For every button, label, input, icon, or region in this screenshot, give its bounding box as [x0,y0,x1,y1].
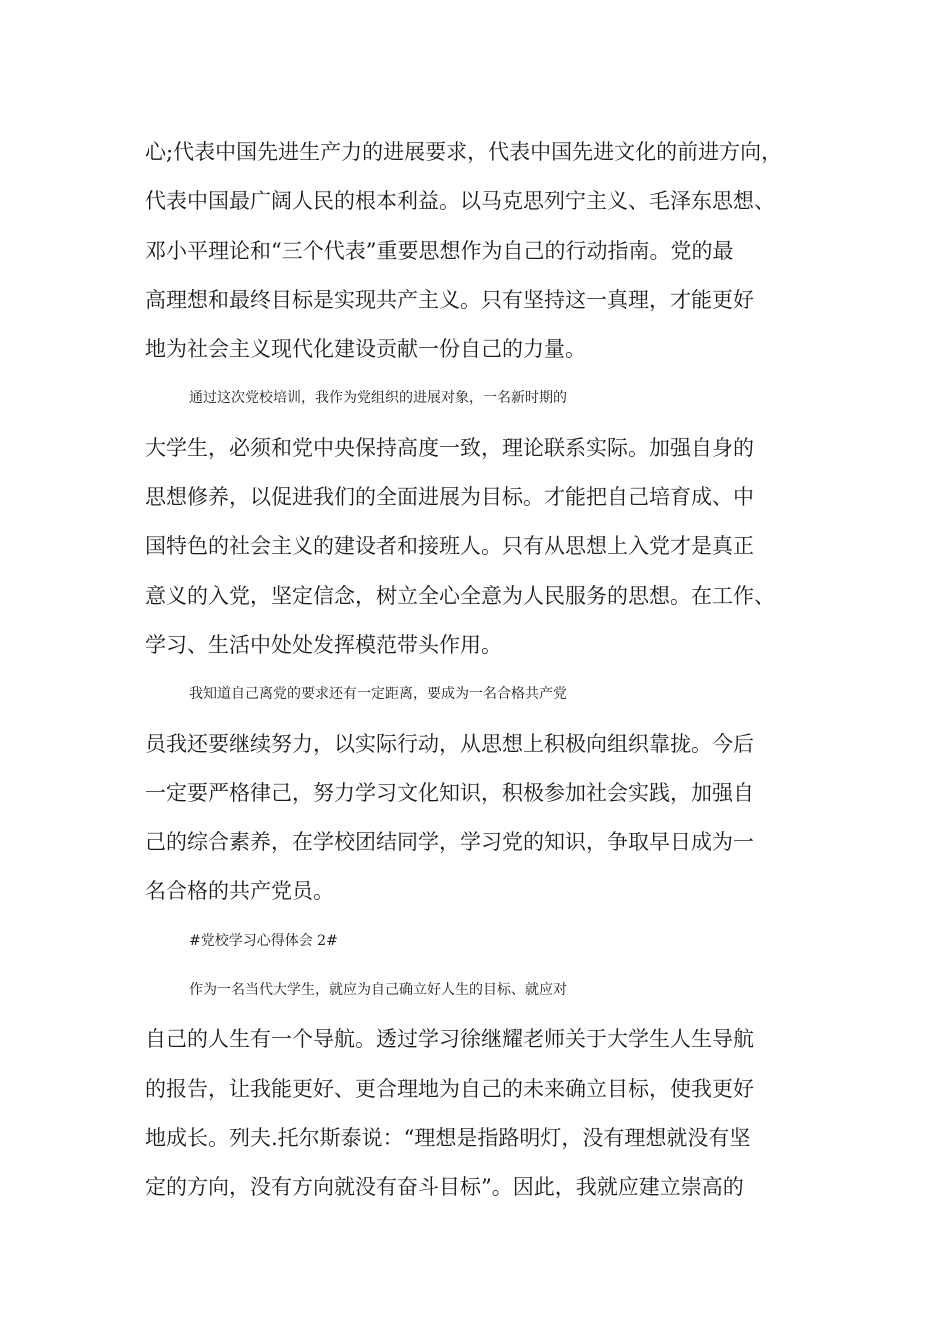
text-line: 邓小平理论和“三个代表”重要思想作为自己的行动指南。党的最 [145,238,734,263]
text-line: 国特色的社会主义的建设者和接班人。只有从思想上入党才是真正 [145,534,754,559]
text-line: 一定要严格律己，努力学习文化知识，积极参加社会实践，加强自 [145,780,754,805]
text-line: 心;代表中国先进生产力的进展要求，代表中国先进文化的前进方向， [145,140,783,164]
text-line: 定的方向，没有方向就没有奋斗目标”。因此，我就应建立崇高的 [145,1175,744,1200]
text-line: 的报告，让我能更好、更合理地为自己的未来确立目标，使我更好 [145,1076,754,1101]
text-line: 员我还要继续努力，以实际行动，从思想上积极向组织靠拢。今后 [145,731,754,756]
text-line: #党校学习心得体会 2# [189,932,338,949]
text-line: 我知道自己离党的要求还有一定距离，要成为一名合格共产党 [189,686,567,703]
text-line: 自己的人生有一个导航。透过学习徐继耀老师关于大学生人生导航 [145,1027,754,1052]
text-line: 大学生，必须和党中央保持高度一致，理论联系实际。加强自身的 [145,435,754,460]
text-line: 代表中国最广阔人民的根本利益。以马克思列宁主义、毛泽东思想、 [145,189,775,214]
text-line: 学习、生活中处处发挥模范带头作用。 [145,632,502,657]
text-line: 思想修养，以促进我们的全面进展为目标。才能把自己培育成、中 [145,485,754,510]
text-line: 名合格的共产党员。 [145,879,334,904]
text-line: 通过这次党校培训，我作为党组织的进展对象，一名新时期的 [189,390,567,407]
text-line: 地成长。列夫.托尔斯泰说：“理想是指路明灯，没有理想就没有坚 [145,1125,751,1150]
text-line: 意义的入党，坚定信念，树立全心全意为人民服务的思想。在工作、 [145,583,775,608]
text-line: 地为社会主义现代化建设贡献一份自己的力量。 [145,337,586,362]
text-line: 作为一名当代大学生，就应为自己确立好人生的目标、就应对 [189,982,567,999]
body-text [145,128,815,1213]
text-line: 己的综合素养，在学校团结同学，学习党的知识，争取早日成为一 [145,830,754,855]
text-line: 高理想和最终目标是实现共产主义。只有坚持这一真理，才能更好 [145,287,754,312]
